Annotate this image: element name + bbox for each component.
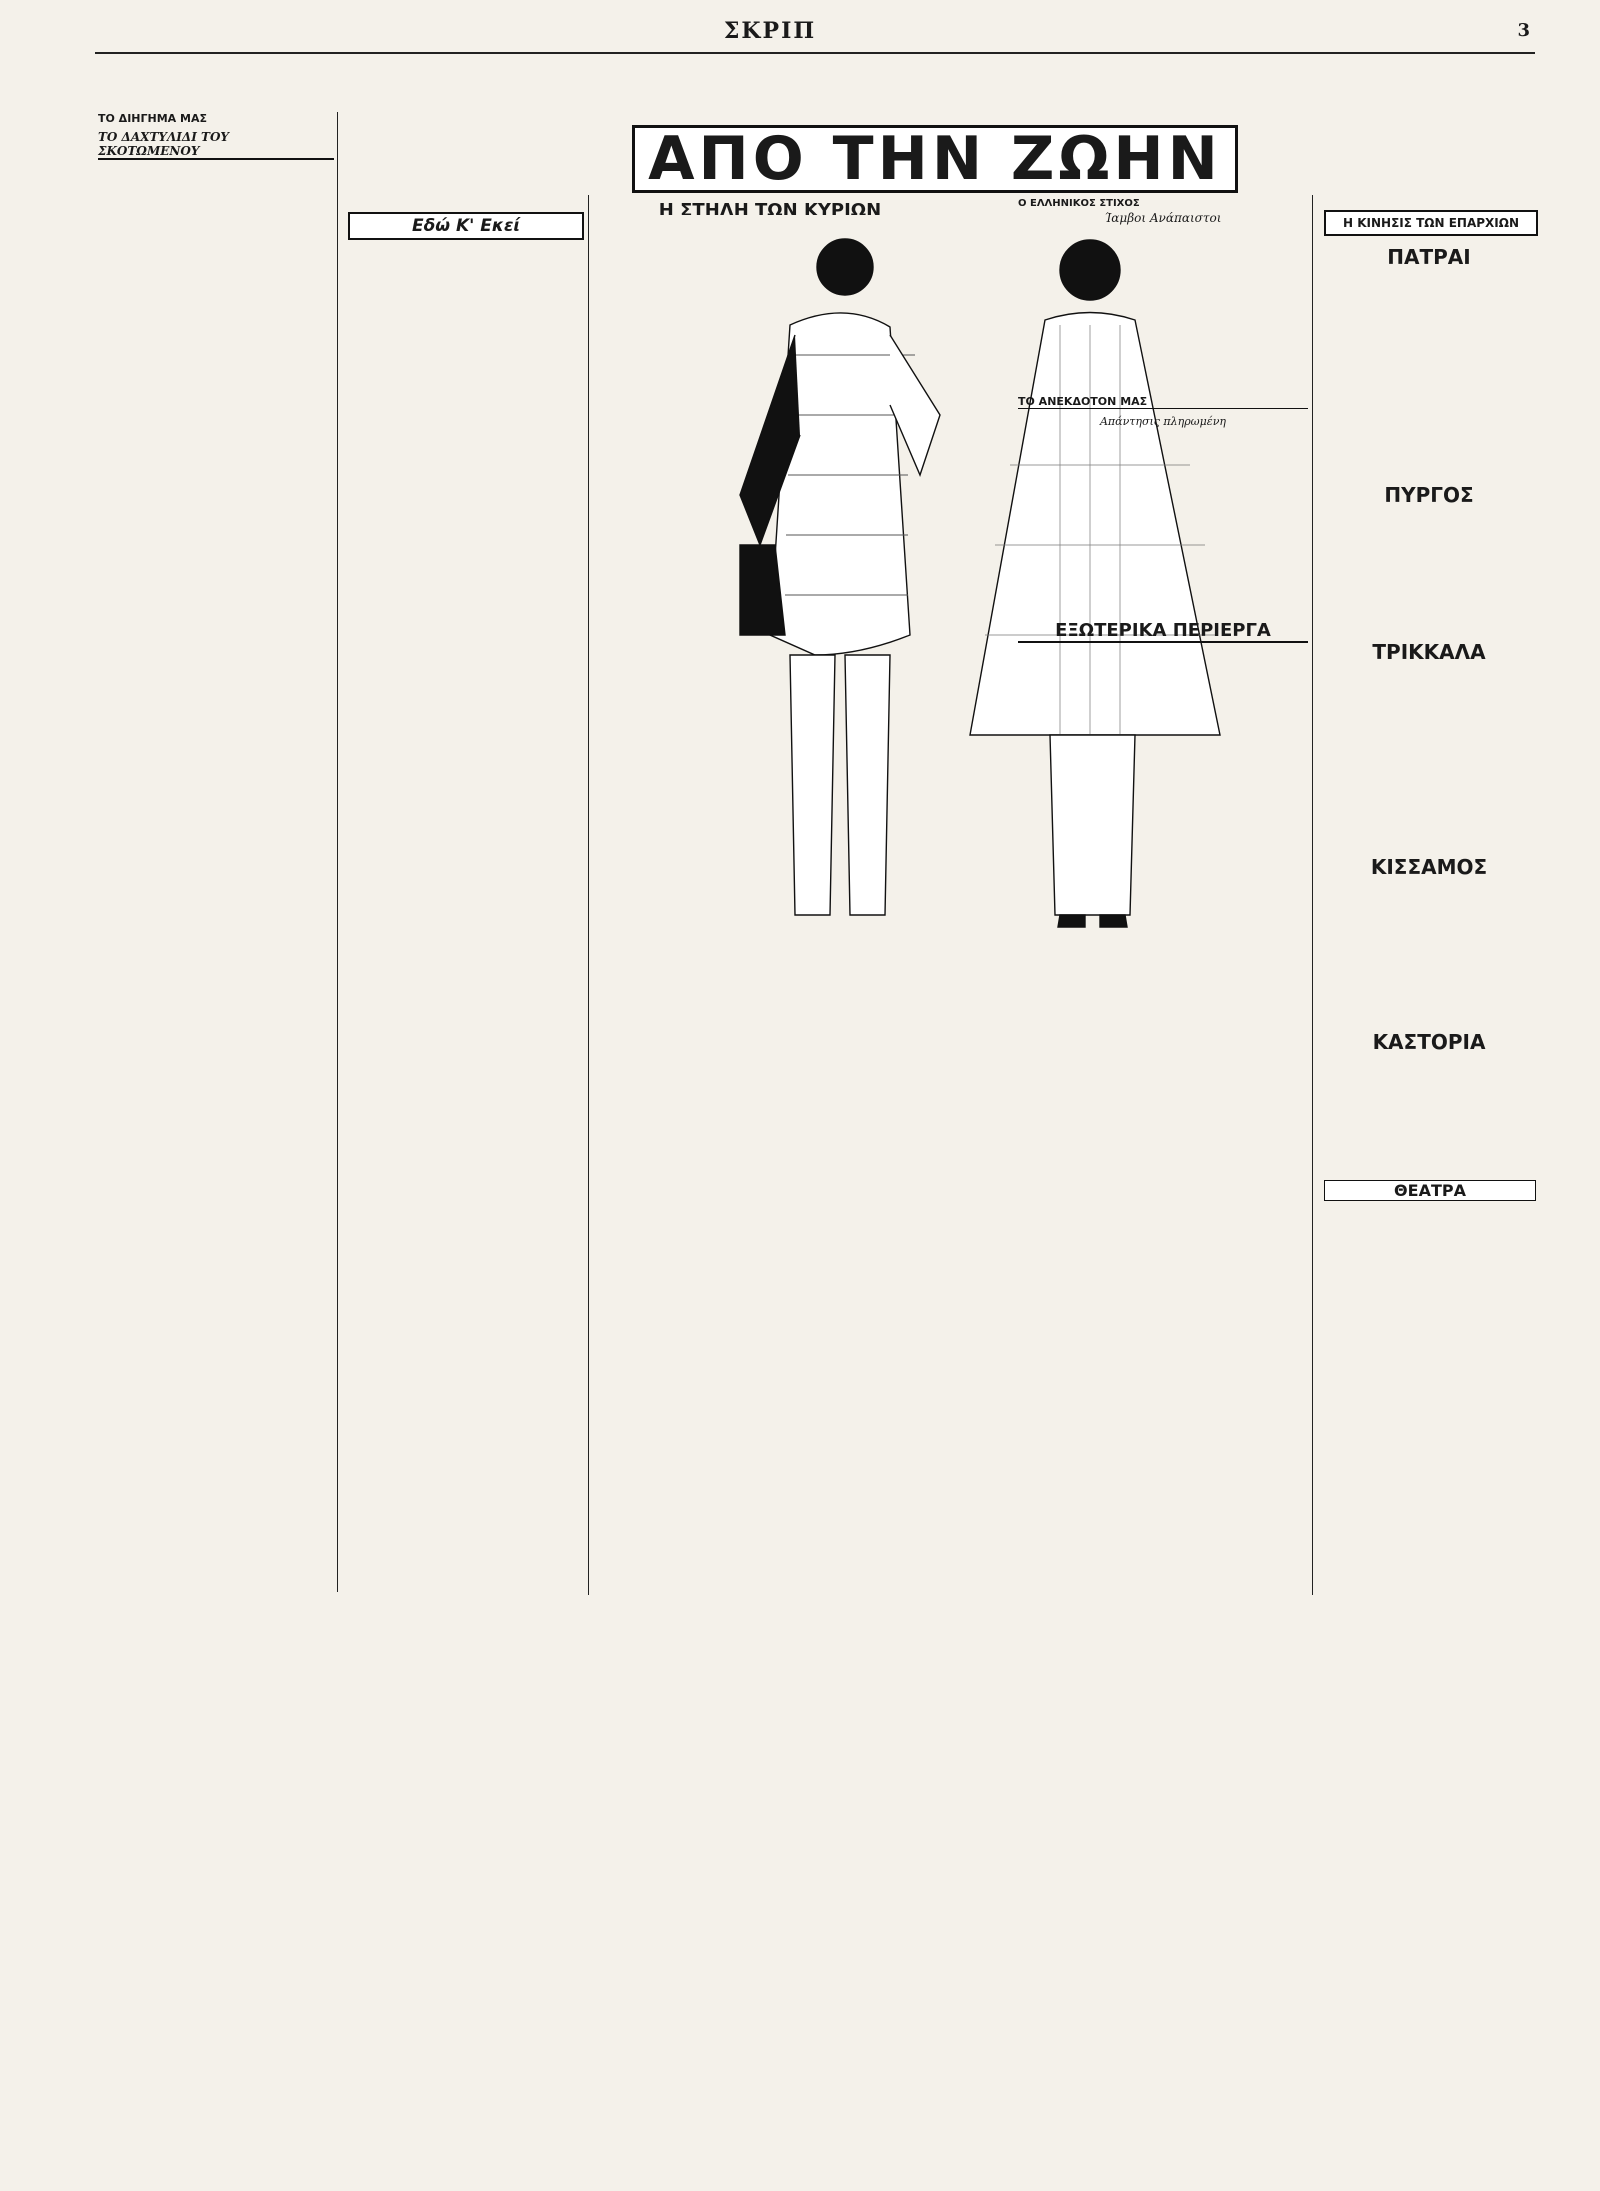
column-title-eko <box>348 212 584 240</box>
figure-left <box>740 239 940 915</box>
city-title: ΚΑΣΤΟΡΙΑ <box>1372 1030 1486 1054</box>
city-title: ΘΕΑΤΡΑ <box>1324 1180 1536 1201</box>
masthead-rule <box>95 52 1535 54</box>
aneckdoto-title: ΤΟ ΑΝΕΚΔΟΤΟΝ ΜΑΣ <box>1018 395 1308 409</box>
column-divider <box>337 112 338 1592</box>
eparchies-title: Η ΚΙΝΗΣΙΣ ΤΩΝ ΕΠΑΡΧΙΩΝ <box>1343 216 1519 230</box>
column-divider <box>588 195 589 1595</box>
city-title: ΠΑΤΡΑΙ <box>1387 245 1471 269</box>
fashion-title: Η ΣΤΗΛΗ ΤΩΝ ΚΥΡΙΩΝ <box>658 200 882 221</box>
exoterika-title: ΕΞΩΤΕΡΙΚΑ ΠΕΡΙΕΡΓΑ <box>1018 620 1308 643</box>
left-title: ΤΟ ΔΑΧΤΥΛΙΔΙ ΤΟΥ ΣΚΟΤΩΜΕΝΟΥ <box>98 130 334 160</box>
elliniko-title: Ίαμβοι Ανάπαιστοι <box>1104 211 1222 225</box>
city-title: ΠΥΡΓΟΣ <box>1384 483 1474 507</box>
city-title: ΚΙΣΣΑΜΟΣ <box>1370 855 1488 879</box>
eparchies-box <box>1324 210 1538 236</box>
page-number: 3 <box>1517 20 1530 41</box>
fashion-illustration <box>590 215 1310 960</box>
banner-title: ΑΠΟ ΤΗΝ ΖΩΗΝ <box>648 124 1222 194</box>
column-divider <box>1312 195 1313 1595</box>
elliniko-kicker: Ο ΕΛΛΗΝΙΚΟΣ ΣΤΙΧΟΣ <box>1018 198 1140 209</box>
figure-right <box>970 240 1220 927</box>
city-title: ΤΡΙΚΚΑΛΑ <box>1372 640 1486 664</box>
banner <box>632 125 1238 193</box>
left-kicker: ΤΟ ΔΙΗΓΗΜΑ ΜΑΣ <box>98 112 207 125</box>
eko-title: Εδώ Κ' Εκεί <box>411 216 521 236</box>
aneckdoto-subtitle: Απάντησις πληρωμένη <box>1099 415 1226 428</box>
masthead: ΣΚΡΙΠ <box>723 18 817 44</box>
